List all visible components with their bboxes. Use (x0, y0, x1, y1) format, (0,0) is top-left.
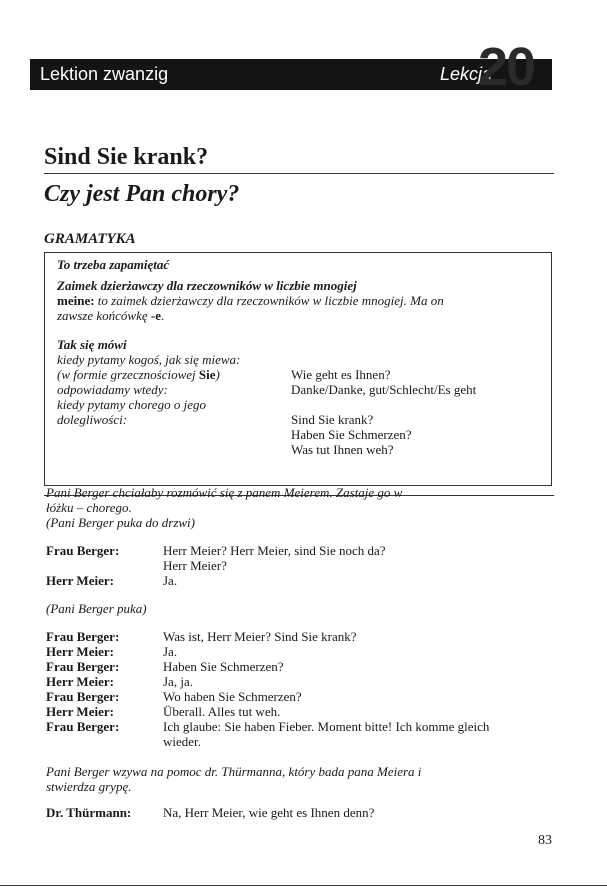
narration-line: (Pani Berger puka do drzwi) (46, 515, 195, 530)
dialogue-line: Ja, ja. (163, 674, 193, 689)
howto-heading: Tak się mówi (57, 337, 127, 352)
page-number: 83 (538, 833, 552, 848)
meine-line (57, 293, 444, 308)
dialogue-line: Na, Herr Meier, wie geht es Ihnen denn? (163, 805, 375, 820)
howto-left-line-text: (w formie grzecznościowej (57, 367, 196, 382)
title-divider (44, 173, 554, 174)
grammar-box (44, 252, 552, 486)
grammar-heading: GRAMATYKA (44, 231, 136, 247)
howto-right-line: Wie geht es Ihnen? (291, 367, 391, 382)
howto-right-line: Danke/Danke, gut/Schlecht/Es geht (291, 382, 477, 397)
meine-text-2: zawsze końcówkę (57, 308, 148, 323)
dialogue-line: wieder. (163, 734, 201, 749)
meine-label: meine: (57, 293, 95, 308)
dialogue-line: Was ist, Herr Meier? Sind Sie krank? (163, 629, 357, 644)
sie-label: Sie (198, 367, 216, 382)
meine-line-2 (57, 308, 164, 323)
lesson-number: 20 (478, 37, 535, 97)
grammar-box-heading: To trzeba zapamiętać (57, 257, 170, 272)
dialogue-speaker: Frau Berger: (46, 629, 120, 644)
dialogue-speaker: Herr Meier: (46, 573, 114, 588)
sie-close: ) (215, 367, 220, 382)
howto-right-line: Haben Sie Schmerzen? (291, 427, 412, 442)
dialogue-speaker: Frau Berger: (46, 543, 120, 558)
dialogue-line: Haben Sie Schmerzen? (163, 659, 284, 674)
dialogue-line: Ich glaube: Sie haben Fieber. Moment bitte! Ich komme gleich (163, 719, 490, 734)
dialogue-line: Überall. Alles tut weh. (163, 704, 281, 719)
howto-left-line: dolegliwości: (57, 412, 128, 427)
pronoun-heading: Zaimek dzierżawczy dla rzeczowników w liczbie mnogiej (57, 278, 357, 293)
howto-left-line (57, 367, 220, 382)
lesson-label-german: Lektion zwanzig (40, 64, 169, 84)
lesson-banner (30, 59, 552, 90)
dialogue-speaker: Herr Meier: (46, 674, 114, 689)
dialogue-speaker: Herr Meier: (46, 704, 114, 719)
howto-right-line: Sind Sie krank? (291, 412, 374, 427)
dialogue-line: Ja. (163, 573, 178, 588)
page-title-polish: Czy jest Pan chory? (44, 181, 240, 207)
dialogue-speaker: Frau Berger: (46, 719, 120, 734)
narration-line: łóżku – chorego. (46, 500, 132, 515)
bottom-divider (0, 885, 607, 886)
dialogue-line: Herr Meier? Herr Meier, sind Sie noch da? (163, 543, 386, 558)
meine-dot: . (160, 308, 165, 323)
dialogue-speaker: Frau Berger: (46, 689, 120, 704)
narration-line: stwierdza grypę. (46, 779, 132, 794)
dialogue-line: Wo haben Sie Schmerzen? (163, 689, 302, 704)
howto-right-line: Was tut Ihnen weh? (291, 442, 394, 457)
dialogue-speaker: Frau Berger: (46, 659, 120, 674)
page-title-german: Sind Sie krank? (44, 144, 209, 170)
howto-left-line: odpowiadamy wtedy: (57, 382, 168, 397)
lesson-label-polish: Lekcja (440, 64, 493, 84)
narration-line: (Pani Berger puka) (46, 601, 147, 616)
meine-ending: -e (150, 308, 161, 323)
dialogue-speaker: Dr. Thürmann: (46, 805, 132, 820)
howto-left-line: kiedy pytamy chorego o jego (57, 397, 206, 412)
dialogue-line: Herr Meier? (163, 558, 227, 573)
howto-left-line: kiedy pytamy kogoś, jak się miewa: (57, 352, 241, 367)
narration-line: Pani Berger chciałaby rozmówić się z panem Meierem. Zastaje go w (46, 485, 403, 500)
dialogue-speaker: Herr Meier: (46, 644, 114, 659)
dialogue-line: Ja. (163, 644, 178, 659)
narration-line: Pani Berger wzywa na pomoc dr. Thürmanna, który bada pana Meiera i (46, 764, 422, 779)
meine-text: to zaimek dzierżawczy dla rzeczowników w liczbie mnogiej. Ma on (97, 293, 444, 308)
